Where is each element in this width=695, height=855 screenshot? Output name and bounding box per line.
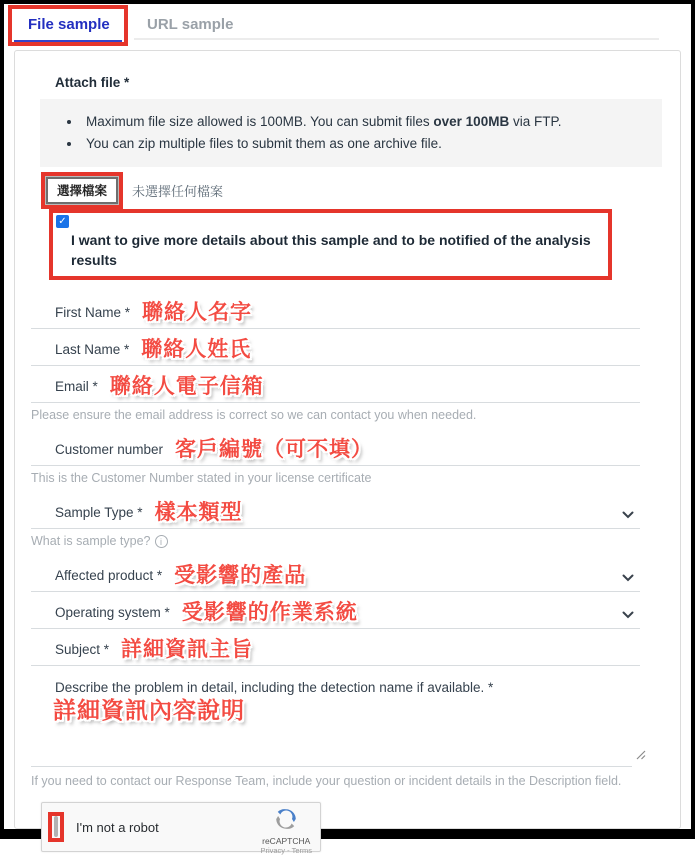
subject-field[interactable] <box>31 629 640 666</box>
tab-bar <box>4 4 691 48</box>
form-card <box>14 50 681 855</box>
operating-system-select[interactable] <box>31 592 640 629</box>
details-checkbox-label[interactable]: I want to give more details about this sample and to be notified of the analysis results <box>71 232 591 268</box>
tab-file-sample[interactable]: File sample <box>14 16 122 42</box>
bullet1-text: Maximum file size allowed is 100MB. You can submit files <box>86 114 434 129</box>
affected-product-label: Affected product * <box>55 568 163 583</box>
subject-annotation: 詳細資訊主旨 <box>121 637 254 661</box>
subject-label: Subject * <box>55 642 110 657</box>
last-name-annotation: 聯絡人姓氏 <box>141 337 252 361</box>
annotation-box-details-checkbox <box>49 209 612 280</box>
info-bullet-max-size <box>82 112 648 132</box>
resize-handle-icon[interactable] <box>636 747 646 765</box>
description-helper-text: If you need to contact our Response Team, include your question or incident details in the Description field. <box>31 774 622 788</box>
details-checkbox[interactable]: ✓ <box>56 215 69 228</box>
sample-type-helper-text <box>31 533 640 550</box>
first-name-field[interactable] <box>31 292 640 329</box>
annotation-box-file-tab <box>8 5 128 46</box>
customer-number-label: Customer number <box>55 442 164 457</box>
form-fields <box>15 292 680 666</box>
operating-system-annotation: 受影響的作業系統 <box>181 600 358 624</box>
last-name-label: Last Name * <box>55 342 130 357</box>
recaptcha-label: I'm not a robot <box>76 819 159 835</box>
attach-info-panel <box>40 99 662 167</box>
first-name-label: First Name * <box>55 305 131 320</box>
first-name-annotation: 聯絡人名字 <box>142 300 253 324</box>
sample-type-label: Sample Type * <box>55 505 143 520</box>
description-textarea[interactable] <box>31 723 632 767</box>
email-helper-text: Please ensure the email address is correct so we can contact you when needed. <box>31 408 477 422</box>
annotation-box-recaptcha-checkbox <box>48 812 64 842</box>
info-bullet-zip: • You can zip multiple files to submit them as one archive file. <box>82 134 648 154</box>
customer-number-helper-text: This is the Customer Number stated in your license certificate <box>31 471 372 485</box>
recaptcha-logo-icon <box>273 807 299 836</box>
tab-divider <box>134 38 659 40</box>
operating-system-label: Operating system * <box>55 605 170 620</box>
recaptcha-widget <box>41 802 321 855</box>
email-field[interactable] <box>31 366 640 403</box>
sample-type-helper-label: What is sample type? <box>31 534 151 548</box>
affected-product-select[interactable] <box>31 555 640 592</box>
chevron-down-icon[interactable] <box>622 506 634 524</box>
sample-type-annotation: 樣本類型 <box>154 500 243 524</box>
attach-file-label: Attach file * <box>55 75 130 90</box>
email-annotation: 聯絡人電子信箱 <box>109 374 264 398</box>
annotation-box-choose-file <box>41 172 123 209</box>
description-annotation-wrap <box>53 698 680 723</box>
description-annotation: 詳細資訊內容說明 <box>53 697 245 723</box>
chevron-down-icon[interactable] <box>622 606 634 624</box>
no-file-selected-text: 未選擇任何檔案 <box>132 183 224 199</box>
last-name-field[interactable] <box>31 329 640 366</box>
choose-file-button[interactable]: 選擇檔案 <box>46 177 118 204</box>
file-picker-row <box>41 174 680 206</box>
recaptcha-brand-text: reCAPTCHA <box>262 836 311 846</box>
recaptcha-privacy-terms-links[interactable]: Privacy - Terms <box>260 846 312 855</box>
customer-number-field[interactable] <box>31 429 640 466</box>
description-label: Describe the problem in detail, including the detection name if available. * <box>55 680 494 695</box>
tab-url-sample[interactable]: URL sample <box>147 16 234 33</box>
customer-number-annotation: 客戶編號（可不填） <box>175 437 374 461</box>
bullet1-tail-text: via FTP. <box>509 114 562 129</box>
recaptcha-checkbox[interactable] <box>54 816 58 837</box>
recaptcha-logo-block <box>260 807 312 855</box>
affected-product-annotation: 受影響的產品 <box>174 563 307 587</box>
bullet1-bold-text: over 100MB <box>433 114 510 129</box>
sample-type-select[interactable] <box>31 492 640 529</box>
email-label: Email * <box>55 379 98 394</box>
chevron-down-icon[interactable] <box>622 569 634 587</box>
info-icon[interactable]: i <box>155 535 168 548</box>
